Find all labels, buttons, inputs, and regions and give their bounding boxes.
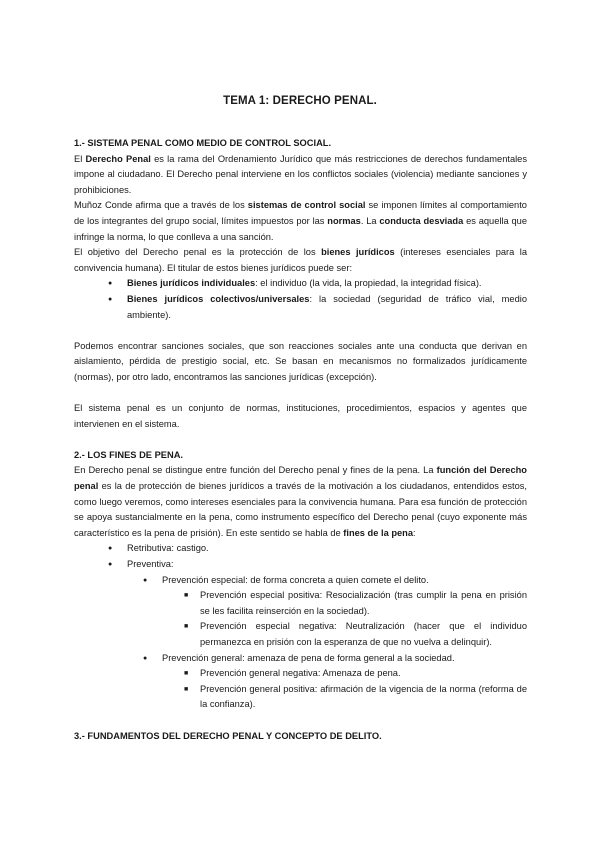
square-bullet-icon: ■	[184, 685, 189, 693]
section-1-paragraph-3: El objetivo del Derecho penal es la protección de los bienes jurídicos (intereses esenciales para la convivencia humana). El titular de estos bienes jurídicos puede ser:	[74, 247, 527, 273]
section-2-heading: 2.- LOS FINES DE PENA.	[74, 449, 183, 460]
square-bullet-icon: ■	[184, 670, 189, 678]
section-1-heading: 1.- SISTEMA PENAL COMO MEDIO DE CONTROL SOCIAL.	[74, 138, 332, 148]
list-item: ● Bienes jurídicos individuales: el individuo (la vida, la propiedad, la integridad física).	[74, 276, 527, 292]
bullet-icon: ●	[143, 576, 148, 584]
list-item: ● Preventiva:	[74, 557, 527, 573]
list-item: ■ Prevención especial negativa: Neutralización (hacer que el individuo permanezca en prisión con la esperanza de que no vuelva a delinquir).	[184, 621, 527, 647]
section-1-paragraph-5: El sistema penal es un conjunto de normas, instituciones, procedimientos, espacios y agentes que intervienen en el sistema.	[74, 403, 527, 429]
list-item: ■ Prevención especial positiva: Resocialización (tras cumplir la pena en prisión se les facilita reinserción en la sociedad).	[184, 590, 527, 616]
bullet-icon: ●	[108, 295, 113, 303]
list-item: ● Retributiva: castigo.	[74, 541, 527, 557]
section-1-paragraph-1: El Derecho Penal es la rama del Ordenamiento Jurídico que más restricciones de derechos fundamentales impone al ciudadano. El Derecho penal interviene en los conflictos sociales (violencia) mediante sanciones y prohibiciones.	[74, 153, 527, 195]
section-1-paragraph-2: Muñoz Conde afirma que a través de los sistemas de control social se imponen límites al comportamiento de los integrantes del grupo social, límites impuestos por las normas. La conducta desviada es aquella que infringe la norma, lo que conlleva a una sanción.	[74, 200, 527, 242]
list-item: ● Prevención general: amenaza de pena de forma general a la sociedad.	[74, 651, 527, 667]
section-3-heading: 3.- FUNDAMENTOS DEL DERECHO PENAL Y CONCEPTO DE DELITO.	[74, 730, 382, 741]
document-body	[74, 136, 527, 744]
bullet-icon: ●	[108, 280, 113, 288]
section-2-paragraph-1: En Derecho penal se distingue entre función del Derecho penal y fines de la pena. La función del Derecho penal es la de protección de bienes jurídicos a través de la motivación a los ciudadanos, entendidos estos, como luego veremos, como intereses esenciales para la convivencia humana. Para esa función de protección se apoya sustancialmente en la pena, como instrumento específico del Derecho penal (cuyo exponente más característico es la pena de prisión). En este sentido se habla de fines de la pena:	[74, 465, 527, 538]
section-1-paragraph-4: Podemos encontrar sanciones sociales, que son reacciones sociales ante una conducta que derivan en aislamiento, pérdida de prestigio social, etc. Se basan en mecanismos no formalizados jurídicamente (normas), por otro lado, encontramos las sanciones jurídicas (excepción).	[74, 340, 527, 382]
list-item: ■ Prevención general positiva: afirmación de la vigencia de la norma (reforma de la confianza).	[184, 683, 527, 710]
bullet-icon: ●	[108, 561, 113, 569]
list-item: ● Prevención especial: de forma concreta a quien comete el delito.	[74, 573, 527, 589]
list-item: ● Bienes jurídicos colectivos/universales: la sociedad (seguridad de tráfico vial, medio ambiente).	[108, 293, 527, 320]
bullet-icon: ●	[108, 545, 113, 553]
bullet-icon: ●	[143, 654, 148, 662]
document-title: TEMA 1: DERECHO PENAL.	[223, 95, 377, 107]
square-bullet-icon: ■	[184, 623, 189, 631]
list-item: ■ Prevención general negativa: Amenaza de pena.	[74, 666, 527, 682]
square-bullet-icon: ■	[184, 592, 189, 600]
